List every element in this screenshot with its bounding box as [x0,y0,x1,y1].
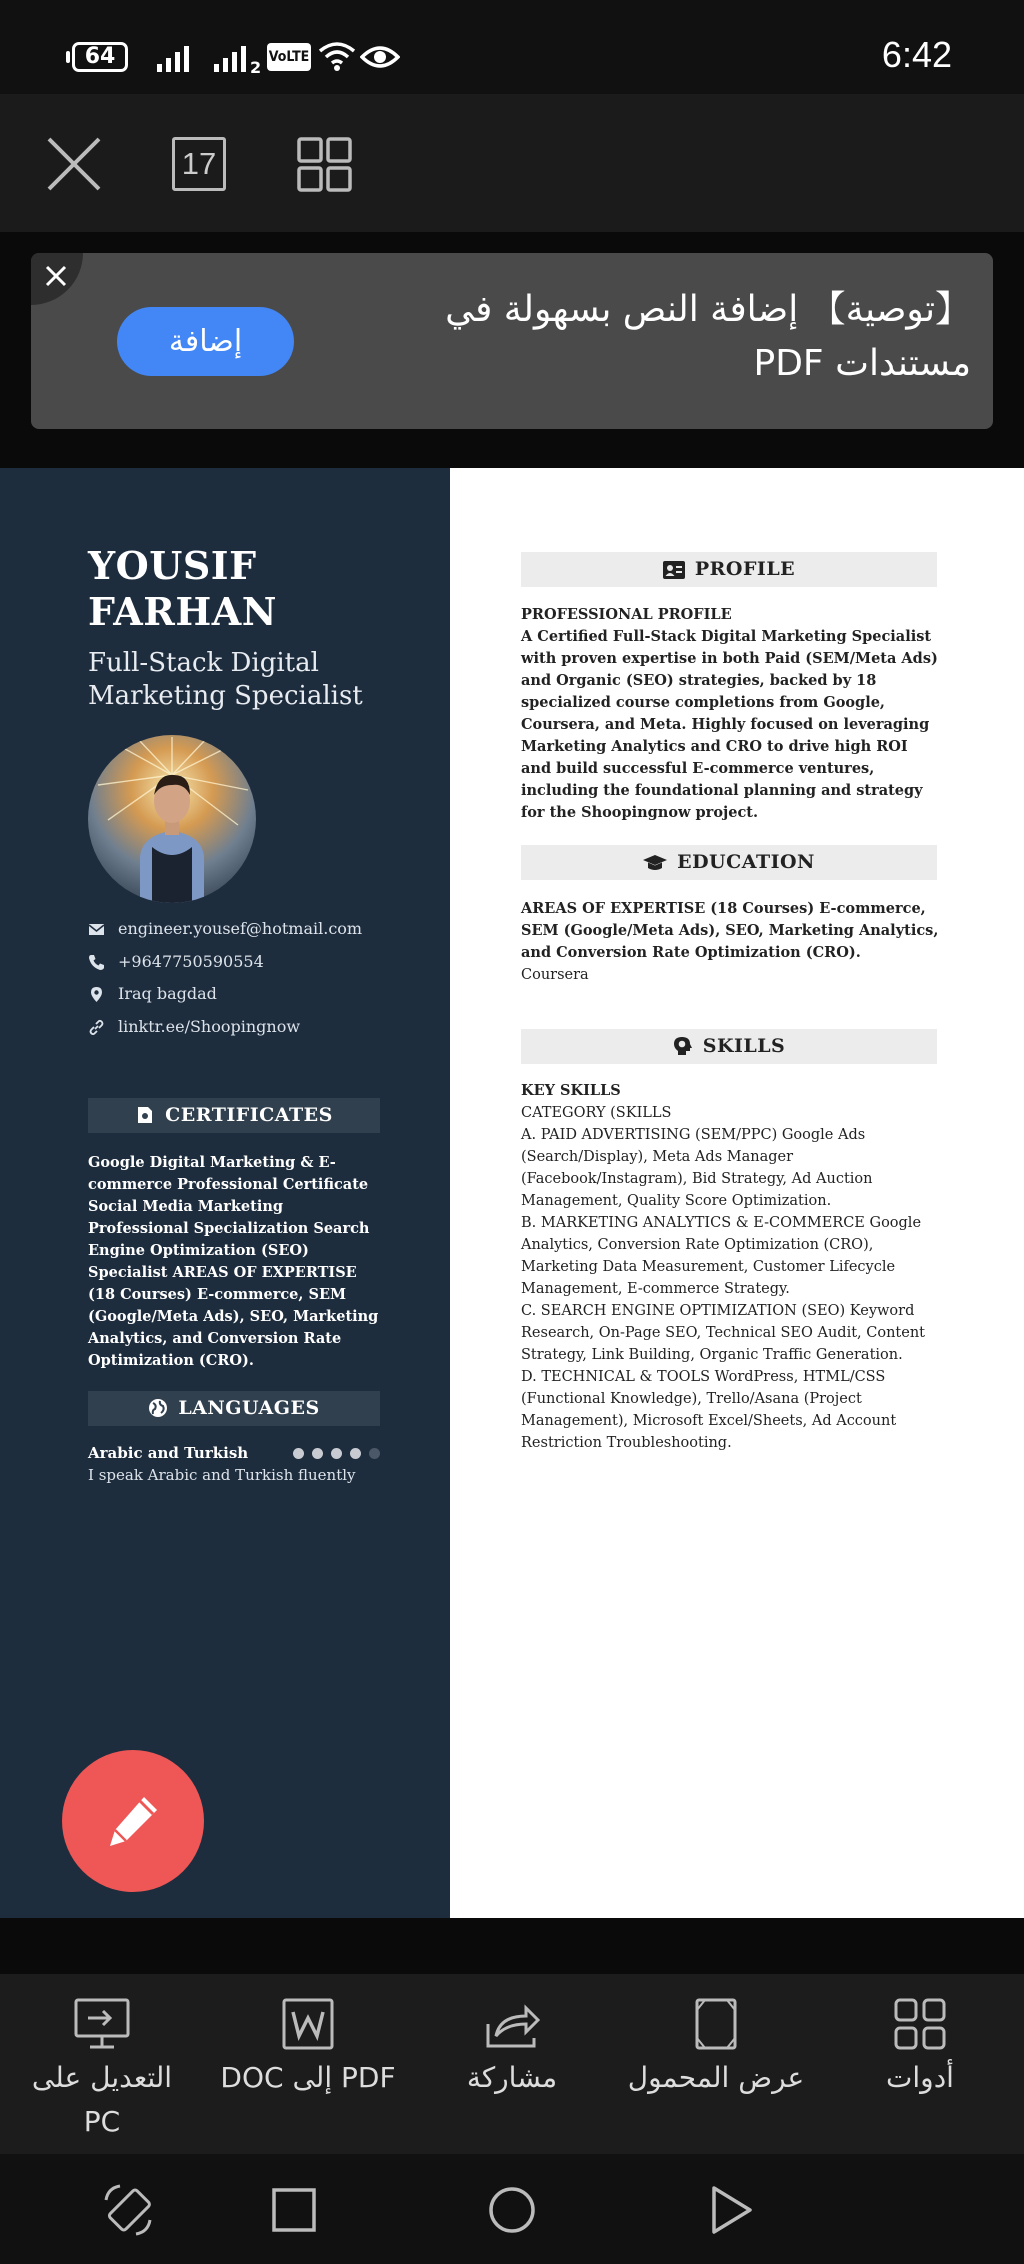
mobile-view-label: عرض المحمول [627,2061,805,2094]
page-count: 17 [172,137,226,191]
language-description: I speak Arabic and Turkish fluently [88,1466,356,1484]
thumbnails-button[interactable] [286,126,362,202]
volte-icon: VoLTE [267,43,311,71]
contact-email-text: engineer.yousef@hotmail.com [118,919,363,938]
language-name: Arabic and Turkish [88,1444,249,1462]
close-button[interactable] [36,126,112,202]
envelope-icon [88,921,105,938]
signal-icon [157,42,189,72]
edit-fab-button[interactable] [62,1750,204,1892]
contact-location-text: Iraq bagdad [118,984,217,1003]
tools-grid-icon [892,1996,948,2052]
pencil-icon [106,1792,162,1850]
skills-seo: C. SEARCH ENGINE OPTIMIZATION (SEO) Keyword Research, On-Page SEO, Technical SEO Audit, Content Strategy, Link Building, Organic Traffic Generation. [521,1303,925,1363]
graduation-cap-icon [643,854,667,872]
contact-link-text[interactable]: linktr.ee/Shoopingnow [118,1017,301,1036]
language-level-rating [293,1448,380,1459]
education-text: AREAS OF EXPERTISE (18 Courses) E-commerce, SEM (Google/Meta Ads), SEO, Marketing Analytics, and Conversion Rate Optimization (CRO). [521,900,939,961]
signal-sim2-icon [214,42,246,72]
skills-section [521,1080,941,1454]
skills-paid-advertising: A. PAID ADVERTISING (SEM/PPC) Google Ads (Search/Display), Meta Ads Manager (Facebook/Instagram), Bid Strategy, Ad Auction Management, Quality Score Optimization. [521,1127,873,1209]
skills-heading-text: SKILLS [702,1035,786,1057]
rating-dot-empty [369,1448,380,1459]
education-heading-text: EDUCATION [677,851,815,873]
education-institution: Coursera [521,967,589,983]
profile-photo [88,735,256,903]
word-doc-icon [280,1996,336,2052]
certificates-text: Google Digital Marketing & E-commerce Professional Certificate Social Media Marketing Professional Specialization Search Engine Optimization (SEO) Specialist AREAS OF EXPERTISE (18 Courses) E-commerce, SEM (Google/Meta Ads), SEO, Marketing Analytics, and Conversion Rate Optimization (CRO). [88,1154,379,1369]
sim2-label: 2 [250,58,262,77]
languages-heading-text: LANGUAGES [178,1397,320,1419]
certificate-icon [135,1105,155,1125]
mobile-view-button[interactable] [612,1974,820,2154]
grid-icon [286,126,362,202]
viewer-toolbar [0,94,1024,232]
resume-title: Full-Stack Digital Marketing Specialist [88,648,363,711]
profile-text: A Certified Full-Stack Digital Marketing Specialist with proven expertise in both Paid (SEM/Meta Ads) and Organic (SEO) strategies, backed by 18 specialized course completions from Google, Coursera, and Meta. Highly focused on leveraging Marketing Analytics and CRO to drive high ROI and build successful E-commerce ventures, including the foundational planning and strategy for the Shoopingnow project. [521,628,938,821]
id-card-icon [663,561,685,579]
contact-phone [88,949,418,975]
brain-head-icon [673,1036,693,1056]
share-icon [482,1996,542,2052]
resume-name: YOUSIF FARHAN [88,543,277,634]
status-bar [0,0,1024,94]
eye-icon [360,42,400,72]
rotate-screen-icon[interactable] [98,2180,158,2240]
share-button[interactable] [432,1974,592,2154]
tools-button[interactable] [848,1974,992,2154]
mobile-frame-icon [692,1996,740,2052]
skills-category: CATEGORY (SKILLS [521,1105,672,1121]
skills-heading [521,1029,937,1064]
page-gap [0,1918,1024,1974]
contact-phone-text: +9647750590554 [118,952,264,971]
clock: 6:42 [881,34,952,75]
back-icon[interactable] [700,2180,760,2240]
link-icon [88,1019,105,1036]
contact-email [88,916,418,942]
battery-level: 64 [84,44,116,69]
education-section [521,898,941,986]
banner-close-icon[interactable] [41,261,73,293]
skills-technical-tools: D. TECHNICAL & TOOLS WordPress, HTML/CSS (Functional Knowledge), Trello/Asana (Project Management), Microsoft Excel/Sheets, Ad Account Restriction Troubleshooting. [521,1369,897,1451]
tools-label: أدوات [886,2061,954,2094]
banner-text: 【توصية】 إضافة النص بسهولة في مستندات PDF [445,289,971,384]
globe-icon [148,1398,168,1418]
education-heading [521,845,937,880]
system-nav-bar [0,2154,1024,2264]
profile-subheading: PROFESSIONAL PROFILE [521,606,732,623]
share-label: مشاركة [466,2061,558,2094]
contact-location [88,981,418,1007]
bottom-action-bar [0,1974,1024,2154]
profile-heading-text: PROFILE [694,558,796,580]
rating-dot-filled [293,1448,304,1459]
page-count-button[interactable] [160,126,236,202]
monitor-import-icon [72,1996,132,2052]
home-icon[interactable] [482,2180,542,2240]
wifi-icon [318,40,356,72]
rating-dot-filled [331,1448,342,1459]
recommendation-banner [31,253,993,429]
certificates-heading [88,1098,380,1133]
profile-section [521,604,941,824]
recent-apps-icon[interactable] [264,2180,324,2240]
edit-on-pc-button[interactable] [12,1974,192,2154]
rating-dot-filled [350,1448,361,1459]
pdf-to-doc-button[interactable] [208,1974,408,2154]
certificates-heading-text: CERTIFICATES [165,1104,333,1126]
rating-dot-filled [312,1448,323,1459]
skills-subheading: KEY SKILLS [521,1082,621,1099]
edit-on-pc-label: التعديل على PC [31,2061,173,2138]
profile-heading [521,552,937,587]
close-icon [36,126,112,202]
skills-marketing-analytics: B. MARKETING ANALYTICS & E-COMMERCE Google Analytics, Conversion Rate Optimization (CRO), Marketing Data Measurement, Customer Lifecycle Management, E-commerce Strategy. [521,1215,922,1297]
location-pin-icon [88,986,105,1003]
contact-link[interactable] [88,1014,418,1040]
battery-icon [72,42,128,72]
pdf-to-doc-label: PDF إلى DOC [220,2061,396,2094]
add-button[interactable]: إضافة [117,307,294,376]
phone-icon [88,954,105,971]
languages-heading [88,1391,380,1426]
